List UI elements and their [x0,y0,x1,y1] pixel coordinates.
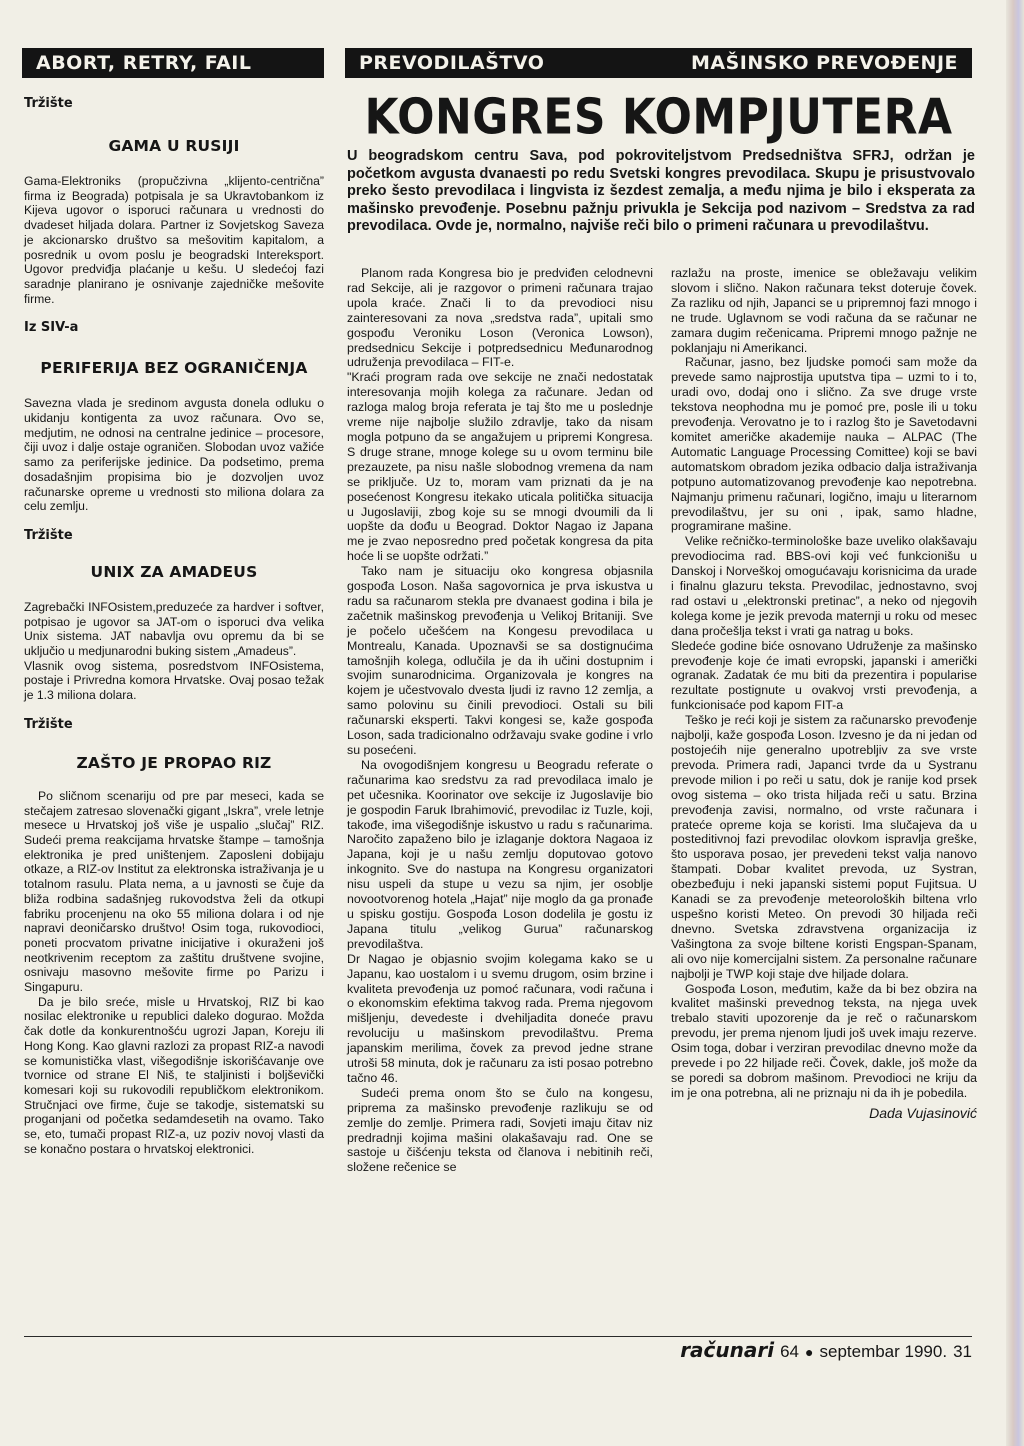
article-paragraph: Teško je reći koji je sistem za računarsko prevođenje najbolji, kaže gospođa Loson. Izvesno je da ni jedan od postojećih nije generalno upotrebljiv za sve vrste prevoda. Primera radi, Japanci tvrde da u Systranu prevode milion i po reči u satu, dok je ranije kod prsek ovog sistema – oko trista hiljada reči u satu. Brzina prevođenja zavisi, normalno, od vrste računara i prateće opreme koja se koristi. Ima slučajeva da u posteditivnoj fazi prevodilac olovkom ispravlja greške, što usporava posao, jer prevedeni tekst valja nanovo štampati. Dobar kvalitet prevoda, uz Systran, obezbeđuju i neki japanski sistemi poput Fujitsua. U Kanadi se za prevođenje meteoroloških biltena vrlo uspešno koristi Meteo. On prevodi 30 hiljada reči dnevno. Svetska zdravstvena organizacija iz Vašingtona za svoje biltene koristi Engspan-Spanam, ali ovo nije komercijalni sistem. Za personalne računare najbolji je TWP koji staje dve hiljade dolara. [671,713,977,981]
issue-number: 64 [780,1342,800,1361]
section-label-abort-retry-fail: ABORT, RETRY, FAIL [36,52,252,74]
news-title: UNIX ZA AMADEUS [90,562,258,581]
article-column-1 [347,266,653,1175]
news-column [24,96,324,1156]
issue-date: septembar 1990. [819,1342,948,1361]
news-paragraph: Gama-Elektroniks (propučzivna „klijento-centrična” firma iz Beograda) potpisala je sa Ukravtobankom iz Kijeva ugovor o isporuci računara u vrednosti do dvadeset hiljada dolara. Partner iz Sovjetskog Saveza je akcionarsko društvo sa mešovitim kapitalom, a posrednik u ovom poslu je beogradski Intereksport. Ugovor predviđja plaćanje u kešu. U sledećoj fazi saradnje planirano je osnivanje zajedničke mešovite firme. [24,174,324,306]
page-edge [1006,0,1024,1446]
news-paragraph: Zagrebački INFOsistem,preduzeće za hardver i softver, potpisao je ugovor sa JAT-om o isporuci dva velika Unix sistema. JAT nabavlja ovu opremu da bi se uključio u medjunarodni buking sistem „Amadeus”. [24,599,324,659]
news-paragraph: Savezna vlada je sredinom avgusta donela odluku o ukidanju kontigenta za uvoz računara. Ovo se, medjutim, ne odnosi na centralne jedinice – procesore, čiji uvoz i dalje ostaje ograničen. Slobodan uvoz važiće samo za periferijske jedinice. Da podsetimo, prema dosadašnjim propisima bio je dozvoljen uvoz računarske opreme u vrednosti sto miliona dolara za celu zemlju. [24,396,324,514]
news-kicker: Tržište [24,527,73,543]
article-paragraph: Na ovogodišnjem kongresu u Beogradu referate o računarima kao sredstvu za rad prevodilaca imalo je pet učesnika. Koorinator ove sekcije iz Jugoslavije bio je gospodin Faruk Ibrahimović, prevodilac iz Tuzle, koji, takođe, ima višegodišnje iskustvo u radu s računarima. Naročito zapaženo bilo je izlaganje doktora Nagaoa iz Japana, koji je u našu zemlju doputovao gotovo inkognito. Sve do nastupa na Kongresu organizatori nisu uspeli da stupe u vezu sa njim, jer osoblje novootvorenog hotela „Hajat” nije moglo da ga pronađe u spisku gostiju. Gospođa Loson dodelila je gostu iz Japana titulu „velikog Gurua” računarskog prevodilaštva. [347,757,653,951]
article-paragraph: Tako nam je situaciju oko kongresa objasnila gospođa Loson. Naša sagovornica je prva iskustva u radu sa računarom stekla pre dvanaest godina i bila je začetnik mašinskog prevođenja u Velikoj Britaniji. Sve je počelo učešćem na Kongesu prevodilaca u Montrealu, Kanada. Upoznavši se sa dostignućima tamošnjih kolega, odlučila je da ih učini dostupnim i svojim sunarodnicima. Organizovala je kongres na kojem je učestvovalo dvesta ljudi iz ravno 12 zemlja, a samo polovinu su činili prevodioci. Ostali su bili računarski eksperti. Takvi kongesi se, kaže gospođa Loson, sada tradicionalno održavaju svake godine i vrlo su posećeni. [347,564,653,757]
article-paragraph: Planom rada Kongresa bio je predviđen celodnevni rad Sekcije, ali je razgovor o primeni računara trajao upola kraće. Znači li to da prevodioci nisu zainteresovani za nova „sredstva rada”, upitali smo gospođu Veroniku Loson (Veronica Lowson), predsednicu Sekcije i potpredsednicu Međunarodnog udruženja prevodilaca – FIT-e. [347,266,653,370]
article-column-2 [671,266,977,1121]
news-title: GAMA U RUSIJI [108,137,240,155]
page-number: 31 [953,1342,972,1361]
article-paragraph: Velike rečničko-terminološke baze uveliko olakšavaju prevodiocima rad. BBS-ovi koji već funkcionišu u Danskoj i Norveškoj omogućavaju korisnicima da urade i finalnu glazuru teksta. Prevodilac, jednostavno, svoj rad ostavi u „elektronski pretinac”, a neko od njegovih kolega kome je jezik prevoda maternji u roku od mesec dana pročešlja tekst i vrati ga natrag u boks. [671,534,977,638]
footer-rule [24,1336,972,1337]
article-title: KONGRES KOMPJUTERA [364,88,953,146]
news-paragraph: Po sličnom scenariju od pre par meseci, kada se stečajem zatresao slovenački gigant „Iskra”, vrele letnje mesece u Hrvatskoj još više je uspalio „slučaj” RIZ. Sudeći prema reakcijama hrvatske štampe – tamošnja elektronika je pred uništenjem. Zaposleni dobijaju otkaze, a RIZ-ov Institut za elektronska istraživanja je u totalnom rasulu. Plata nema, a u javnosti se čuje da bliža rodbina sadašnjeg rukovodstva želi da otkupi fabriku procenjenu na oko 55 miliona dolara i od nje napravi deoničarsko društvo! Osim toga, rukovodioci, poneti procvatom privatne inicijative i okuraženi još neotkrivenim receptom za zaštitu društvene svojine, osnivaju masovno mešovite firme po Parizu i Singapuru. [24,788,324,995]
article-paragraph: Računar, jasno, bez ljudske pomoći sam može da prevede samo najprostija uputstva tipa – uzmi to i to, uradi ovo, dodaj ono i slično. Za sve druge vrste tekstova neophodna mu je pomoć pre, posle ili u toku prevođenja. Verovatno je to i razlog što je Savetodavni komitet američke akademije nauka – ALPAC (The Automatic Language Processing Comittee) koji se bavi automatskom obradom jezika odbacio dalja istraživanja potpuno automatizovanog prevođenje kao nepotrebna. Najmanju primenu računari, logično, imaju u literarnom prevodilaštvu, jer su oni , ipak, samo hladne, programirane mašine. [671,355,977,534]
section-band-right [345,48,972,78]
news-kicker: Tržište [24,716,73,732]
section-label-masinsko-prevodjenje: MAŠINSKO PREVOĐENJE [691,52,958,74]
news-title: ZAŠTO JE PROPAO RIZ [76,753,272,772]
page-footer [680,1338,972,1362]
news-paragraph: Vlasnik ovog sistema, posredstvom INFOsistema, postaje i Privredna komora Hrvatske. Ovaj posao težak je 1.3 miliona dolara. [24,658,324,703]
article-lead: U beogradskom centru Sava, pod pokroviteljstvom Predsedništva SFRJ, održan je početkom avgusta dvanaesti po redu Svetski kongres prevodilaca. Skupu je prisustvovalo preko šesto prevodilaca i lingvista iz šezdest zemalja, a među njima je bilo i eksperata za mašinsko prevođenje. Posebnu pažnju privukla je Sekcija pod nazivom – Sredstva za rad prevodilaca. Ovde je, normalno, najviše reči bilo o primeni računara u prevodilaštvu. [347,148,975,235]
news-item-riz [24,717,324,1157]
article-paragraph: Gospođa Loson, međutim, kaže da bi bez obzira na kvalitet mašinski prevednog teksta, na njega uvek trebalo staviti upozorenje da je reč o računarskom prevodu, jer prema njenom ljudi još uvek imaju rezerve. Osim toga, dobar i verziran prevodilac dnevno može da prevede i po 22 hiljade reči. Čovek, dakle, još može da se poredi sa dobrom mašinom. Prevodioci ne kriju da im je ona potrebna, ali ne priznaju ni da ih je pobedila. [671,981,977,1100]
news-item-periferija [24,320,324,514]
section-label-prevodilastvo: PREVODILAŠTVO [359,52,545,74]
article-paragraph: Sledeće godine biće osnovano Udruženje za mašinsko prevođenje koje će imati evropski, japanski i američki ogranak. Zadatak će mu biti da prezentira i popularise rezultate postignute u ovakvoj vrsti prevođenja, a funkcionisaće pod kapom FIT-a [671,638,977,713]
article-paragraph: razlažu na proste, imenice se obležavaju velikim slovom i slično. Nakon računara tekst doteruje čovek. Za razliku od njih, Japanci se u pripremnoj fazi mnogo i ne trude. Uglavnom se vodi računa da se računar ne zamara dugim rečenicama. Pripremi mnogo pažnje ne poklanjaju ni Amerikanci. [671,266,977,355]
news-kicker: Tržište [24,96,73,111]
article-paragraph: "Kraći program rada ove sekcije ne znači nedostatak interesovanja mojih kolega za računare. Jedan od razloga malog broja referata je taj što me u poslednje vreme nije najbolje služilo zdravlje, tako da nisam mogla potpuno da se angažujem u pripremi Kongresa. S druge strane, mnoge kolege su u ovom terminu bile prezauzete, pa nisu našle slobodnog vremena da nam se priključe. Uz to, moram vam priznati da je na posećenost Kongresu itekako uticala politička situacija u Jugoslaviji, zbog koje su se mnogi dvoumili da li uopšte da dođu u Beograd. Doktor Nagao iz Japana me je zvao neposredno pred početak kongresa da pita hoće li se uopšte održati.” [347,370,653,564]
footer-separator: ● [805,1344,814,1360]
section-band-left [22,48,324,78]
news-paragraph: Da je bilo sreće, misle u Hrvatskoj, RIZ bi kao nosilac elektronike u republici daleko dogurao. Možda čak dotle da konkurentnošću ugrozi Japan, Koreju ili Hong Kong. Kao glavni razlozi za propast RIZ-a navodi se komunistička vlast, višegodišnje iskorišćavanje ove tvornice od strane El Niš, te staljinisti i boljševički komesari koji su rukovodili republičkom elektronikom. Stručnjaci ove firme, čuje se takodje, sistematski su proganjani od početka sedamdesetih na ovamo. Tako se, eto, tumači propast RIZ-a, uz poziv novoj vlasti da se konačno postara o hrvatskoj elektronici. [24,994,324,1156]
news-item-unix [24,528,324,703]
author-signature: Dada Vujasinović [869,1104,977,1121]
news-kicker: Iz SIV-a [24,320,79,336]
article-paragraph: Sudeći prema onom što se čulo na kongesu, priprema za mašinsko prevođenje razlikuju se od zemlje do zemlje. Primera radi, Sovjeti imaju čitav niz predradnji kojima mašini olakašavaju rad. One se sastoje u čišćenju teksta od članova i nebitinih reči, složene rečenice se [347,1085,653,1175]
article-paragraph: Dr Nagao je objasnio svojim kolegama kako se u Japanu, kao uostalom i u svemu drugom, osim brzine i kvaliteta prevođenja uz pomoć računara, vodi računa i o ekonomskim efektima takvog rada. Prema njegovom mišljenju, devedeste i dvehiljadita doneće pravu revoluciju u mašinskom prevodilaštvu. Prema japanskim merilima, čovek za prevod jedne strane utroši 58 minuta, dok je računaru za isti posao potrebno tačno 46. [347,951,653,1085]
news-title: PERIFERIJA BEZ OGRANIČENJA [40,359,308,378]
news-item-gama [24,96,324,306]
magazine-logo: računari [680,1338,775,1362]
